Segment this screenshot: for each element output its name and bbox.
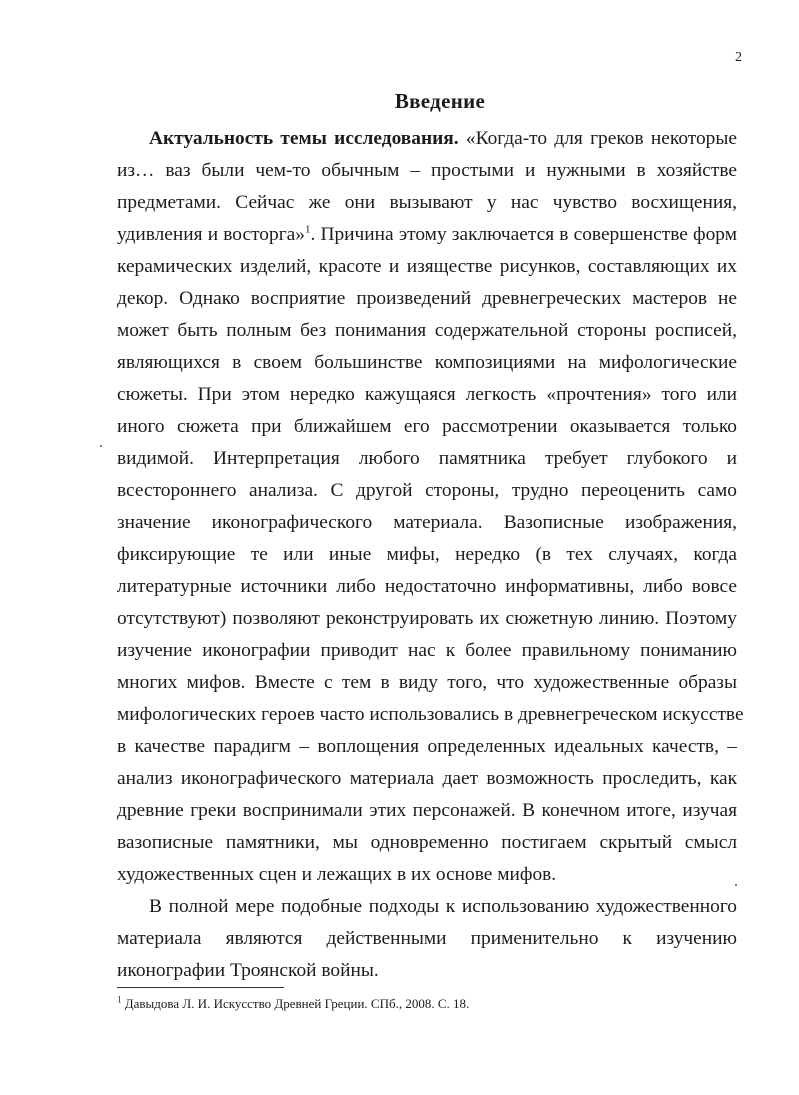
page-title: Введение [394,89,486,113]
footnote-reference[interactable]: 1 [304,223,311,236]
text-line: иконографии Троянской войны. [117,960,379,981]
text-line: иного сюжета при ближайшем его рассмотрении оказывается только [117,416,737,437]
text-line: древние греки воспринимали этих персонажей. В конечном итоге, изучая [117,800,737,821]
text-line: художественных сцен и лежащих в их основе мифов. [117,864,557,885]
text-line: фиксирующие те или иные мифы, нередко (в тех случаях, когда [117,544,737,565]
section-lead: Актуальность темы исследования. [149,128,459,149]
text-line: керамических изделий, красоте и изяществе рисунков, составляющих их [117,256,737,277]
text-line: литературные источники либо недостаточно информативны, либо вовсе [117,576,737,597]
text-line: вазописные памятники, мы одновременно постигаем скрытый смысл [117,832,737,853]
text-line: многих мифов. Вместе с тем в виду того, что художественные образы [117,672,737,693]
text-line: материала являются действенными применительно к изучению [117,928,737,949]
text-line: анализ иконографического материала дает возможность проследить, как [117,768,737,789]
text-line: Актуальность темы исследования. «Когда-то для греков некоторые [149,128,738,149]
footnote-marker: 1 [117,994,122,1005]
scan-speck [735,884,737,886]
text-line: мифологических героев часто использовались в древнегреческом искусстве [117,704,744,725]
footnote-divider [117,987,284,988]
text-line: значение иконографического материала. Вазописные изображения, [117,512,737,533]
page-number: 2 [735,50,742,65]
text-line: предметами. Сейчас же они вызывают у нас чувство восхищения, [117,192,737,213]
text-line: являющихся в своем большинстве композициями на мифологические [117,352,737,373]
text-line: удивления и восторга»$^1$. Причина этому заключается в совершенстве форм [117,223,737,245]
text-line: отсутствуют) позволяют реконструировать их сюжетную линию. Поэтому [117,608,737,629]
text-line: В полной мере подобные подходы к использованию художественного [149,896,737,917]
text-line: изучение иконографии приводит нас к более правильному пониманию [117,640,737,661]
text-line: в качестве парадигм – воплощения определенных идеальных качеств, – [117,736,737,757]
footnote [117,996,469,1012]
text-line: сюжеты. При этом нередко кажущаяся легкость «прочтения» того или [117,384,737,405]
text-line: декор. Однако восприятие произведений древнегреческих мастеров не [117,288,737,309]
text-line: всестороннего анализа. С другой стороны, трудно переоценить само [117,480,737,501]
text-line: из… ваз были чем-то обычным – простыми и нужными в хозяйстве [117,160,737,181]
text-line: видимой. Интерпретация любого памятника требует глубокого и [117,448,737,469]
text-line: может быть полным без понимания содержательной стороны росписей, [117,320,737,341]
scan-speck [100,445,102,447]
footnote-text: Давыдова Л. И. Искусство Древней Греции. СПб., 2008. С. 18. [121,996,470,1011]
